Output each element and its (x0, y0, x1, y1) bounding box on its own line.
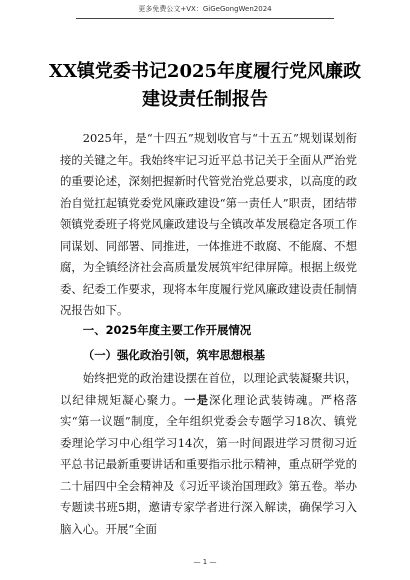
subsection-1-bold-rest: 深化理论武装铸魂。 (209, 392, 321, 407)
subsection-1-text-a: 始终把党的政治建设摆在首位，以理论武装凝聚共识，以纪律规矩凝心聚力。 (60, 371, 357, 407)
intro-block (60, 128, 357, 322)
subsection-1-bold-label: 一是 (184, 392, 209, 407)
document-title: XX镇党委书记2025年度履行党风廉政建设责任制报告 (48, 61, 362, 110)
subsection-1-text-b: 严格落实“第一议题”制度，全年组织党委会专题学习18次、镇党委理论学习中心组学习14次，第一时间跟进学习贯彻习近平总书记最新重要讲话和重要指示批示精神，重点研学党的二十届四中全会精神及《习近平谈治国理政》第五卷。举办专题读书班5期，邀请专家学者进行深入解读，确保学习入脑入心。开展“全面 (60, 392, 357, 536)
section-heading-1: 一、2025年度主要工作开展情况 (82, 323, 252, 337)
page-number: — 1 — (193, 558, 217, 566)
subsection-1-block (60, 368, 357, 540)
subsection-heading-1: （一）强化政治引领，筑牢思想根基 (82, 348, 266, 362)
header-note: 更多免费公文+VX：GiGeGongWen2024 (138, 5, 272, 13)
subsection-1-paragraph (60, 368, 357, 540)
intro-paragraph: 2025年，是“十四五”规划收官与“十五五”规划谋划衔接的关键之年。我始终牢记习近平总书记关于全面从严治党的重要论述，深刻把握新时代管党治党总要求，以高度的政治自觉扛起镇党委党风廉政建设“第一责任人”职责，团结带领镇党委班子将党风廉政建设与全镇改革发展稳定各项工作同谋划、同部署、同推进，一体推进不敢腐、不能腐、不想腐，为全镇经济社会高质量发展筑牢纪律屏障。根据上级党委、纪委工作要求，现将本年度履行党风廉政建设责任制情况报告如下。 (60, 131, 357, 317)
header-divider (76, 18, 334, 19)
